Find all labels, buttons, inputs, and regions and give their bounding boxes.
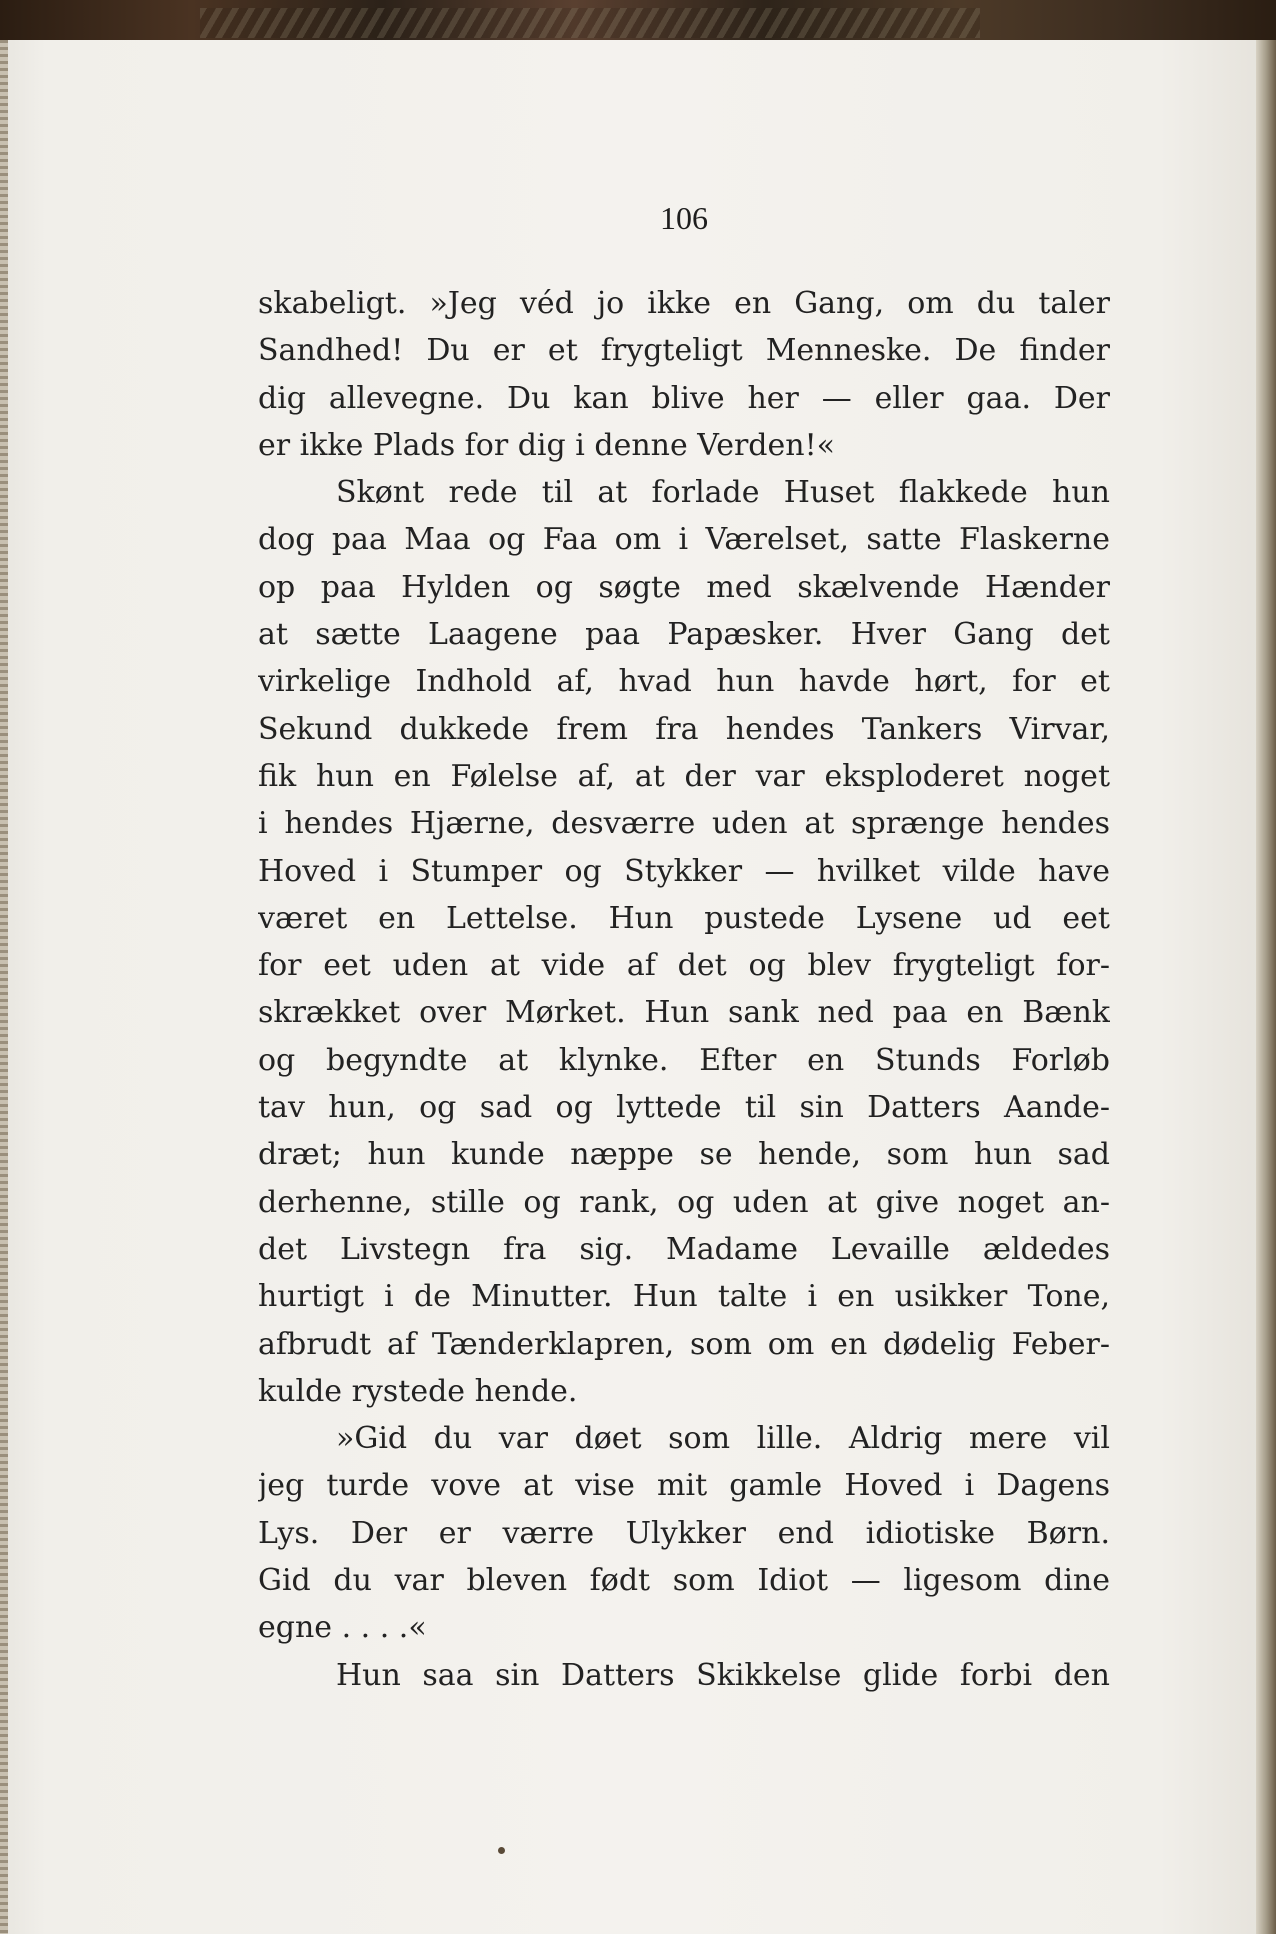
page-stack-right-edge [1256, 40, 1276, 1934]
text-line: skrækket over Mørket. Hun sank ned paa en Bænk [258, 995, 1110, 1031]
text-line: for eet uden at vide af det og blev frygteligt for- [258, 948, 1110, 984]
text-line: Lys. Der er værre Ulykker end idiotiske Børn. [258, 1515, 1110, 1551]
text-line: Hun saa sin Datters Skikkelse glide forbi den [336, 1657, 1110, 1693]
text-line: »Gid du var døet som lille. Aldrig mere vil [336, 1421, 1110, 1457]
text-line: op paa Hylden og søgte med skælvende Hænder [258, 569, 1110, 605]
text-line: jeg turde vove at vise mit gamle Hoved i Dagens [258, 1468, 1110, 1504]
text-line: derhenne, stille og rank, og uden at give noget an- [258, 1184, 1110, 1220]
text-line: Skønt rede til at forlade Huset flakkede hun [336, 475, 1110, 511]
text-line: er ikke Plads for dig i denne Verden!« [258, 427, 835, 463]
text-line: Gid du var bleven født som Idiot — ligesom dine [258, 1563, 1110, 1599]
text-line: Sandhed! Du er et frygteligt Menneske. De finder [258, 333, 1110, 369]
text-line: virkelige Indhold af, hvad hun havde hørt, for et [258, 664, 1110, 700]
text-line: afbrudt af Tænderklapren, som om en dødelig Feber- [258, 1326, 1110, 1362]
text-line: Sekund dukkede frem fra hendes Tankers Virvar, [258, 711, 1110, 747]
page-stack-left-edge [0, 40, 8, 1934]
text-line: Hoved i Stumper og Stykker — hvilket vilde have [258, 853, 1110, 889]
paper-speck [498, 1847, 505, 1854]
body-text [258, 280, 1110, 1699]
page-number: 106 [660, 200, 708, 236]
text-line: dræt; hun kunde næppe se hende, som hun sad [258, 1137, 1110, 1173]
text-line: skabeligt. »Jeg véd jo ikke en Gang, om du taler [258, 286, 1110, 321]
text-line: dig allevegne. Du kan blive her — eller gaa. Der [258, 380, 1110, 416]
text-line: og begyndte at klynke. Efter en Stunds Forløb [258, 1042, 1110, 1078]
book-binding-edge [0, 0, 1276, 44]
text-line: været en Lettelse. Hun pustede Lysene ud eet [258, 900, 1110, 936]
text-line: at sætte Laagene paa Papæsker. Hver Gang det [258, 617, 1110, 653]
text-line: i hendes Hjærne, desværre uden at sprænge hendes [258, 806, 1110, 842]
text-line: kulde rystede hende. [258, 1373, 578, 1409]
text-line: det Livstegn fra sig. Madame Levaille ældedes [258, 1231, 1110, 1267]
text-line: egne . . . .« [258, 1610, 427, 1646]
text-line: dog paa Maa og Faa om i Værelset, satte Flaskerne [258, 522, 1110, 558]
text-line: fik hun en Følelse af, at der var eksploderet noget [258, 758, 1110, 794]
text-line: hurtigt i de Minutter. Hun talte i en usikker Tone, [258, 1279, 1110, 1315]
text-line: tav hun, og sad og lyttede til sin Datters Aande- [258, 1090, 1110, 1126]
